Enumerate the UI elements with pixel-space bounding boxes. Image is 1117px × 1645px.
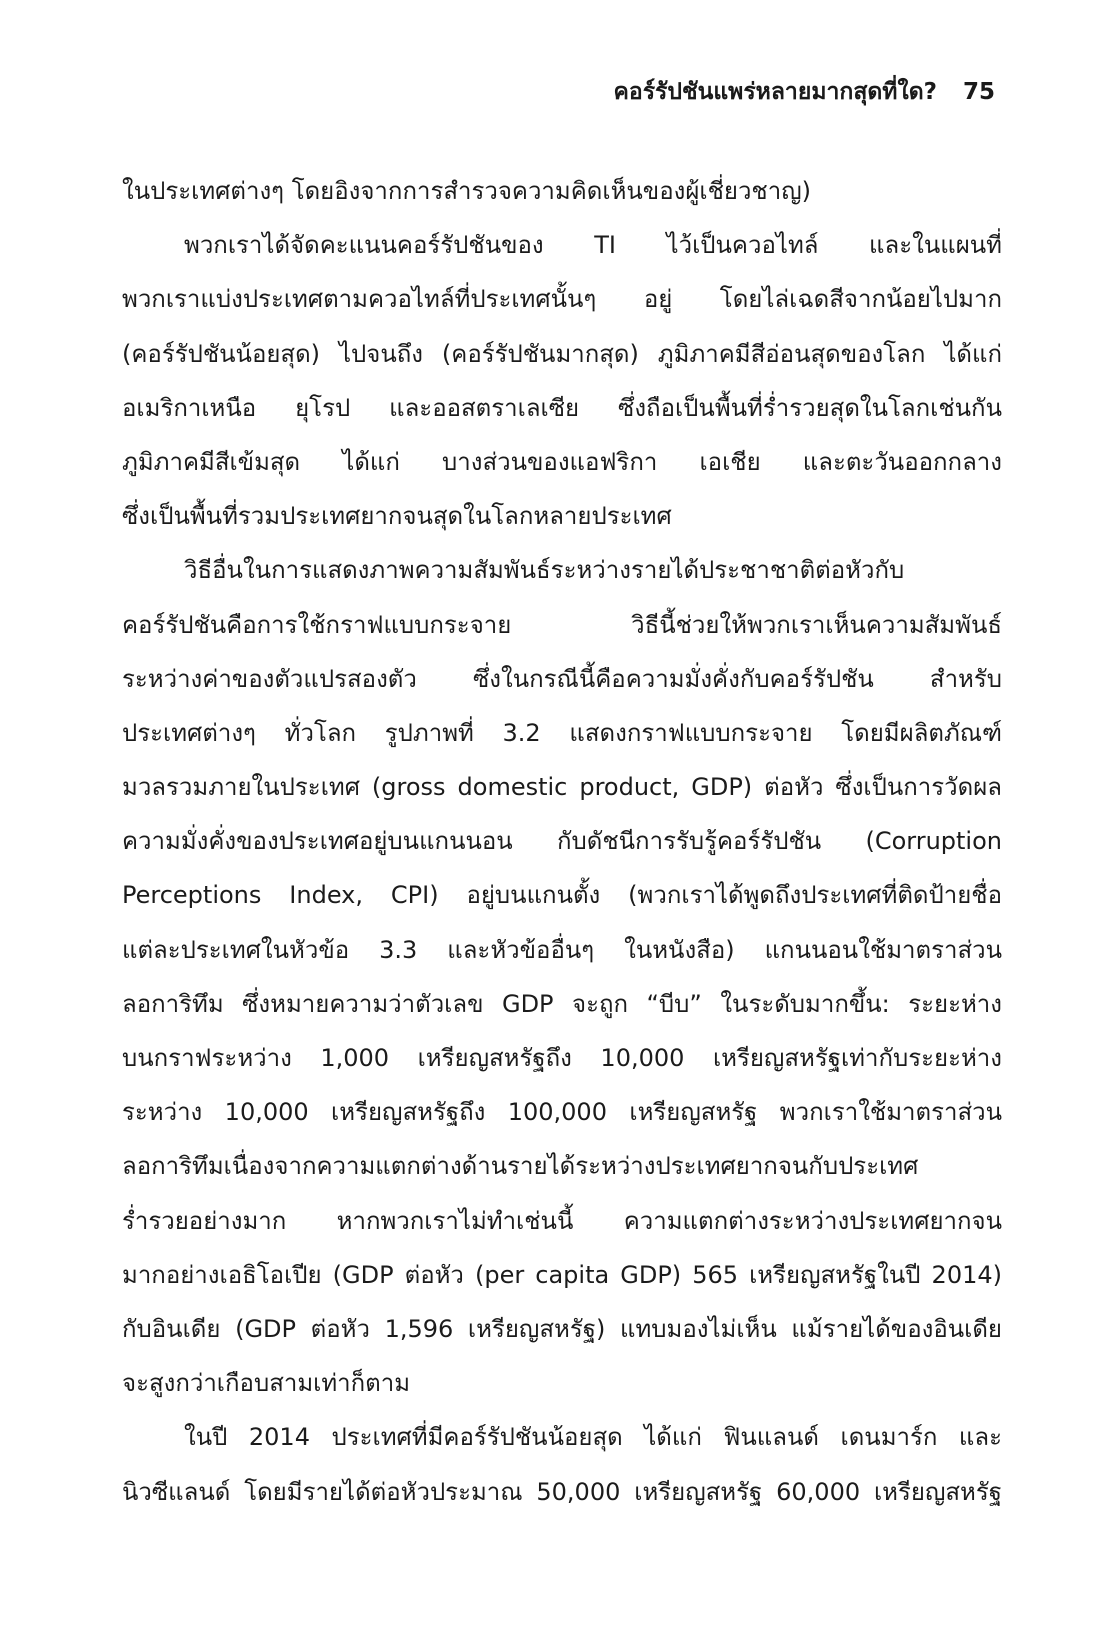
text-line: ลอการิทึม ซึ่งหมายความว่าตัวเลข GDP จะถูก “บีบ” ในระดับมากขึ้น: ระยะห่าง xyxy=(122,989,1002,1018)
text-line: ภูมิภาคมีสีเข้มสุด ได้แก่ บางส่วนของแอฟริกา เอเชีย และตะวันออกกลาง xyxy=(122,447,1002,476)
paragraph-first-line: พวกเราได้จัดคะแนนคอร์รัปชันของ TI ไว้เป็นควอไทล์ และในแผนที่ xyxy=(184,231,1002,260)
text-line: จะสูงกว่าเกือบสามเท่าก็ตาม xyxy=(122,1369,411,1398)
text-line: ซึ่งเป็นพื้นที่รวมประเทศยากจนสุดในโลกหลายประเทศ xyxy=(122,502,672,531)
text-line: นิวซีแลนด์ โดยมีรายได้ต่อหัวประมาณ 50,000 เหรียญสหรัฐ 60,000 เหรียญสหรัฐ xyxy=(122,1477,1002,1506)
text-line: Perceptions Index, CPI) อยู่บนแกนตั้ง (พวกเราได้พูดถึงประเทศที่ติดป้ายชื่อ xyxy=(122,881,1002,910)
text-line: ระหว่างค่าของตัวแปรสองตัว ซึ่งในกรณีนี้คือความมั่งคั่งกับคอร์รัปชัน สำหรับ xyxy=(122,664,1002,693)
text-line: ประเทศต่างๆ ทั่วโลก รูปภาพที่ 3.2 แสดงกราฟแบบกระจาย โดยมีผลิตภัณฑ์ xyxy=(122,718,1002,747)
paragraph-first-line: วิธีอื่นในการแสดงภาพความสัมพันธ์ระหว่างรายได้ประชาชาติต่อหัวกับ xyxy=(184,556,905,585)
text-line: พวกเราแบ่งประเทศตามควอไทล์ที่ประเทศนั้นๆ อยู่ โดยไล่เฉดสีจากน้อยไปมาก xyxy=(122,285,1002,314)
chapter-title: คอร์รัปชันแพร่หลายมากสุดที่ใด? xyxy=(613,79,937,105)
text-line: บนกราฟระหว่าง 1,000 เหรียญสหรัฐถึง 10,000 เหรียญสหรัฐเท่ากับระยะห่าง xyxy=(122,1044,1002,1072)
text-line: แต่ละประเทศในหัวข้อ 3.3 และหัวข้ออื่นๆ ในหนังสือ) แกนนอนใช้มาตราส่วน xyxy=(122,935,1002,964)
paragraph-first-line: ในปี 2014 ประเทศที่มีคอร์รัปชันน้อยสุด ได้แก่ ฟินแลนด์ เดนมาร์ก และ xyxy=(184,1423,1002,1452)
text-line: อเมริกาเหนือ ยุโรป และออสตราเลเซีย ซึ่งถือเป็นพื้นที่ร่ำรวยสุดในโลกเช่นกัน xyxy=(122,393,1002,422)
page-number: 75 xyxy=(962,79,995,105)
text-line: ระหว่าง 10,000 เหรียญสหรัฐถึง 100,000 เหรียญสหรัฐ พวกเราใช้มาตราส่วน xyxy=(122,1098,1002,1127)
text-line: (คอร์รัปชันน้อยสุด) ไปจนถึง (คอร์รัปชันมากสุด) ภูมิภาคมีสีอ่อนสุดของโลก ได้แก่ xyxy=(122,339,1002,368)
running-header xyxy=(614,74,996,110)
text-line: มากอย่างเอธิโอเปีย (GDP ต่อหัว (per capita GDP) 565 เหรียญสหรัฐในปี 2014) xyxy=(122,1260,1002,1289)
text-line: มวลรวมภายในประเทศ (gross domestic product, GDP) ต่อหัว ซึ่งเป็นการวัดผล xyxy=(122,773,1002,802)
text-line: ร่ำรวยอย่างมาก หากพวกเราไม่ทำเช่นนี้ ความแตกต่างระหว่างประเทศยากจน xyxy=(122,1206,1002,1235)
text-line: ในประเทศต่างๆ โดยอิงจากการสำรวจความคิดเห็นของผู้เชี่ยวชาญ) xyxy=(122,177,812,205)
text-line: กับอินเดีย (GDP ต่อหัว 1,596 เหรียญสหรัฐ) แทบมองไม่เห็น แม้รายได้ของอินเดีย xyxy=(122,1314,1002,1343)
text-line: ความมั่งคั่งของประเทศอยู่บนแกนนอน กับดัชนีการรับรู้คอร์รัปชัน (Corruption xyxy=(122,827,1002,856)
text-line: คอร์รัปชันคือการใช้กราฟแบบกระจาย วิธีนี้ช่วยให้พวกเราเห็นความสัมพันธ์ xyxy=(122,610,1002,639)
body-text xyxy=(122,164,1002,1519)
text-line: ลอการิทึมเนื่องจากความแตกต่างด้านรายได้ระหว่างประเทศยากจนกับประเทศ xyxy=(122,1152,919,1181)
